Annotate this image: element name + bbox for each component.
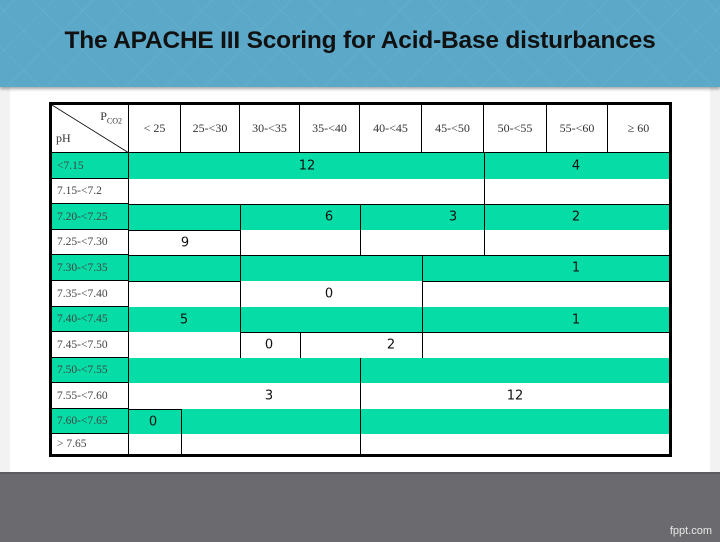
row-label: 7.20-<7.25 [52, 204, 129, 230]
row-label: 7.55-<7.60 [52, 383, 129, 409]
row-band [129, 358, 669, 383]
grid-line [360, 358, 361, 454]
slide-title: The APACHE III Scoring for Acid-Base disturbances [64, 27, 656, 54]
corner-cell [52, 105, 129, 153]
score-value: 3 [264, 388, 274, 404]
row-band [129, 307, 669, 332]
row-band [129, 255, 669, 281]
score-value: 12 [298, 158, 316, 174]
grid-line [129, 281, 240, 282]
column-header: 50-<55 [484, 105, 547, 153]
grid-line [422, 255, 423, 358]
row-label: <7.15 [52, 153, 129, 179]
grid-line [129, 204, 669, 205]
grid-line [360, 204, 361, 255]
row-band [129, 179, 669, 204]
score-value: 0 [264, 337, 274, 353]
row-band [129, 281, 669, 307]
row-label: 7.50-<7.55 [52, 358, 129, 383]
grid-line [300, 332, 301, 358]
column-header: 25-<30 [181, 105, 240, 153]
row-label: 7.30-<7.35 [52, 255, 129, 281]
row-label: 7.45-<7.50 [52, 332, 129, 358]
score-value: 4 [571, 158, 581, 174]
score-value: 12 [506, 388, 524, 404]
row-label: 7.15-<7.2 [52, 179, 129, 204]
score-value: 0 [148, 414, 158, 430]
column-header: 30-<35 [240, 105, 300, 153]
row-band [129, 332, 669, 358]
row-band [129, 409, 669, 434]
score-value: 1 [571, 312, 581, 328]
row-band [129, 434, 669, 454]
row-band [129, 153, 669, 179]
score-value: 0 [324, 286, 334, 302]
score-value: 2 [386, 337, 396, 353]
row-label: > 7.65 [52, 434, 129, 454]
column-header: 55-<60 [547, 105, 608, 153]
grid-line [422, 281, 669, 282]
row-label: 7.60-<7.65 [52, 409, 129, 434]
footer-bar [0, 472, 720, 542]
column-header: 45-<50 [422, 105, 484, 153]
grid-line [129, 255, 669, 256]
column-header: 40-<45 [360, 105, 422, 153]
ph-label: pH [56, 131, 71, 145]
footer-brand: fppt.com [669, 525, 712, 537]
row-label: 7.35-<7.40 [52, 281, 129, 307]
grid-line [129, 409, 181, 410]
row-band [129, 230, 669, 255]
score-value: 5 [179, 312, 189, 328]
score-value: 1 [571, 260, 581, 276]
row-band [129, 204, 669, 230]
column-header: < 25 [129, 105, 181, 153]
grid-line [181, 409, 182, 454]
column-header: ≥ 60 [608, 105, 669, 153]
score-value: 3 [448, 209, 458, 225]
grid-line [129, 230, 240, 231]
score-value: 2 [571, 209, 581, 225]
apache-acid-base-table [49, 102, 672, 457]
row-band [129, 383, 669, 409]
pco2-label: $P_{CO2}$ [100, 109, 122, 126]
title-bar [0, 0, 720, 87]
row-label: 7.40-<7.45 [52, 307, 129, 332]
grid-line [240, 332, 669, 333]
score-value: 9 [180, 235, 190, 251]
row-label: 7.25-<7.30 [52, 230, 129, 255]
column-header: 35-<40 [300, 105, 360, 153]
score-value: 6 [324, 209, 334, 225]
